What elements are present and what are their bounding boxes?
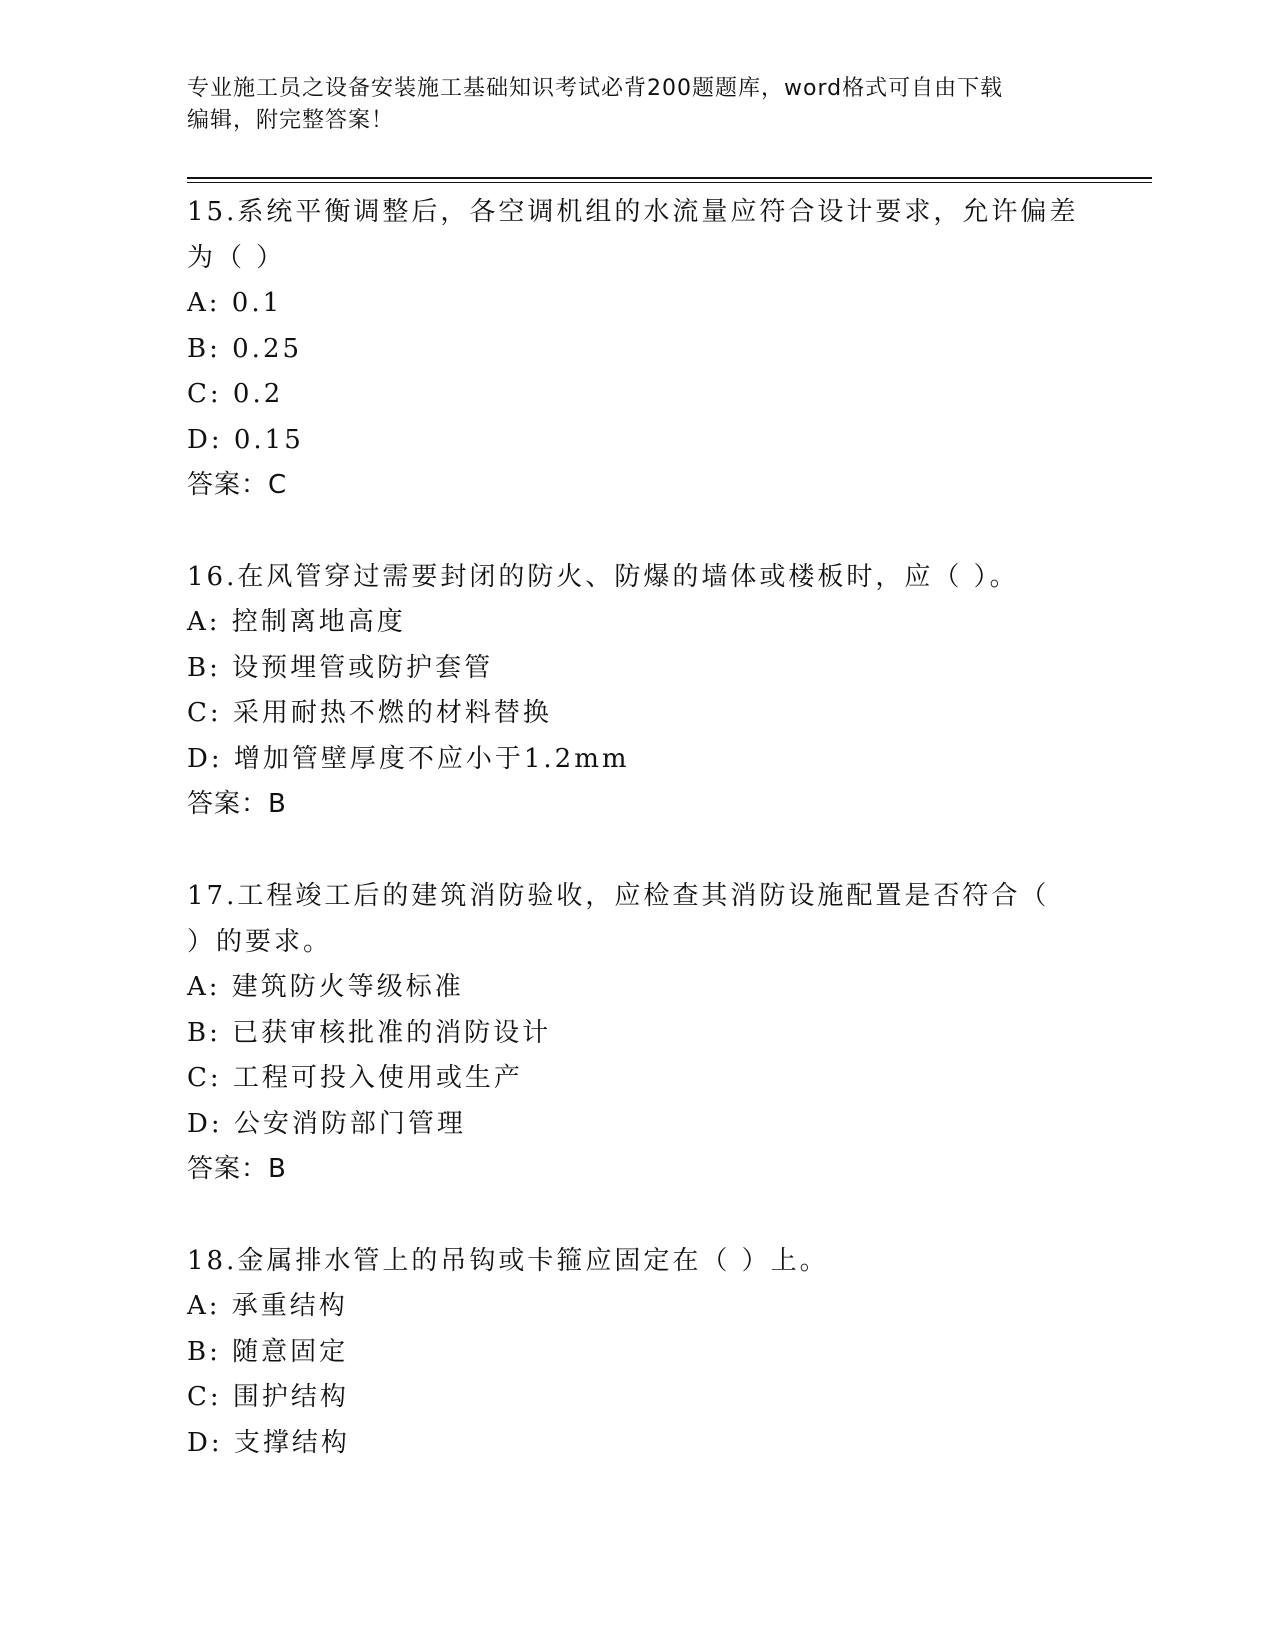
option-b: B: 已获审核批准的消防设计 [187,1017,552,1048]
option-d: D: 增加管壁厚度不应小于1.2mm [187,743,630,774]
question-stem: 16.在风管穿过需要封闭的防火、防爆的墙体或楼板时，应（ ）。 [187,562,1019,592]
question-18 [187,1238,1087,1466]
option-c: C: 0.2 [187,379,284,409]
answer: 答案：B [187,789,287,819]
header-line-2: 编辑，附完整答案！ [187,108,395,133]
question-stem-continued: ）的要求。 [187,927,333,957]
option-a: A: 建筑防火等级标准 [187,972,464,1002]
option-d: D: 0.15 [187,424,304,455]
header-divider-top [187,177,1152,179]
option-d: D: 公安消防部门管理 [187,1108,466,1139]
question-stem: 18.金属排水管上的吊钩或卡箍应固定在（ ）上。 [187,1246,829,1276]
question-list [187,189,1087,1513]
option-c: C: 采用耐热不燃的材料替换 [187,698,552,728]
header-divider-bottom [187,182,1152,183]
document-header [187,73,1067,137]
answer: 答案：B [187,1154,287,1184]
question-stem: 17.工程竣工后的建筑消防验收，应检查其消防设施配置是否符合（ [187,881,1050,911]
question-stem-continued: 为（ ） [187,243,286,273]
option-a: A: 控制离地高度 [187,607,406,637]
question-17 [187,873,1087,1191]
question-16 [187,554,1087,826]
option-c: C: 工程可投入使用或生产 [187,1063,523,1093]
header-line-1: 专业施工员之设备安装施工基础知识考试必背200题题库，word格式可自由下载 [187,76,1004,101]
option-b: B: 0.25 [187,333,303,364]
answer: 答案：C [187,470,288,500]
question-15 [187,189,1087,507]
option-c: C: 围护结构 [187,1382,349,1412]
option-b: B: 随意固定 [187,1336,349,1367]
option-d: D: 支撑结构 [187,1427,350,1458]
option-a: A: 0.1 [187,288,283,318]
question-stem: 15.系统平衡调整后，各空调机组的水流量应符合设计要求，允许偏差 [187,197,1079,227]
option-a: A: 承重结构 [187,1291,348,1321]
option-b: B: 设预埋管或防护套管 [187,652,494,683]
